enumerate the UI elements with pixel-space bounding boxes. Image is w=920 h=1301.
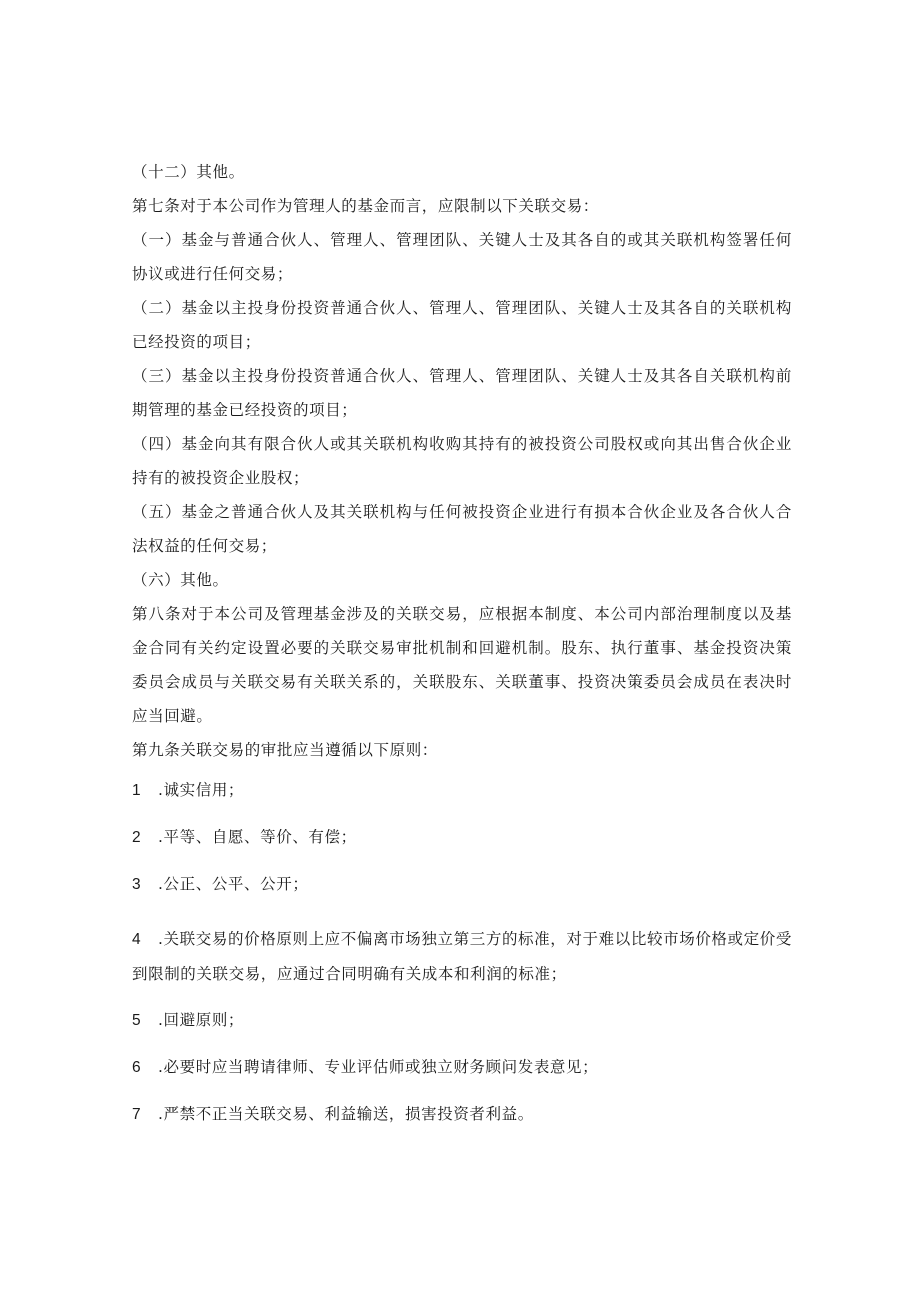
paragraph-item-12-other: （十二）其他。 xyxy=(132,163,245,181)
principle-text: .平等、自愿、等价、有偿； xyxy=(158,828,357,846)
principle-item-2 xyxy=(132,820,792,855)
article-7-heading: 第七条对于本公司作为管理人的基金而言，应限制以下关联交易： xyxy=(132,197,599,215)
principle-number: 4 xyxy=(132,931,142,948)
principle-text: .关联交易的价格原则上应不偏离市场独立第三方的标准，对于难以比较市场价格或定价受到限制的关联交易，应通过合同明确有关成本和利润的标准； xyxy=(132,930,792,983)
principle-item-6 xyxy=(132,1050,792,1085)
principle-text: .严禁不正当关联交易、利益输送，损害投资者利益。 xyxy=(158,1105,534,1123)
principle-number: 1 xyxy=(132,782,142,799)
document-body xyxy=(132,155,792,1132)
principle-item-5 xyxy=(132,1003,792,1038)
principle-number: 6 xyxy=(132,1059,142,1076)
article-7-item-5: （五）基金之普通合伙人及其关联机构与任何被投资企业进行有损本合伙企业及各合伙人合法权益的任何交易； xyxy=(132,503,792,555)
principle-number: 5 xyxy=(132,1012,142,1029)
principle-number: 7 xyxy=(132,1106,142,1123)
principle-item-3 xyxy=(132,867,792,902)
article-7-item-2: （二）基金以主投身份投资普通合伙人、管理人、管理团队、关键人士及其各自的关联机构已经投资的项目； xyxy=(132,299,792,351)
article-7-item-4: （四）基金向其有限合伙人或其关联机构收购其持有的被投资公司股权或向其出售合伙企业持有的被投资企业股权； xyxy=(132,435,792,487)
principle-item-7 xyxy=(132,1097,792,1132)
principle-text: .回避原则； xyxy=(158,1011,245,1029)
principle-item-4 xyxy=(132,922,792,991)
article-7-item-1: （一）基金与普通合伙人、管理人、管理团队、关键人士及其各自的或其关联机构签署任何协议或进行任何交易； xyxy=(132,231,792,283)
principle-text: .必要时应当聘请律师、专业评估师或独立财务顾问发表意见； xyxy=(158,1058,599,1076)
principle-text: .诚实信用； xyxy=(158,781,245,799)
article-8: 第八条对于本公司及管理基金涉及的关联交易，应根据本制度、本公司内部治理制度以及基金合同有关约定设置必要的关联交易审批机制和回避机制。股东、执行董事、基金投资决策委员会成员与关联交易有关联关系的，关联股东、关联董事、投资决策委员会成员在表决时应当回避。 xyxy=(132,605,792,725)
article-9-heading: 第九条关联交易的审批应当遵循以下原则： xyxy=(132,741,438,759)
article-7-item-6: （六）其他。 xyxy=(132,571,229,589)
principle-number: 3 xyxy=(132,876,142,893)
principle-number: 2 xyxy=(132,829,142,846)
article-7-item-3: （三）基金以主投身份投资普通合伙人、管理人、管理团队、关键人士及其各自关联机构前期管理的基金已经投资的项目； xyxy=(132,367,792,419)
principle-item-1 xyxy=(132,773,792,808)
principle-text: .公正、公平、公开； xyxy=(158,875,309,893)
